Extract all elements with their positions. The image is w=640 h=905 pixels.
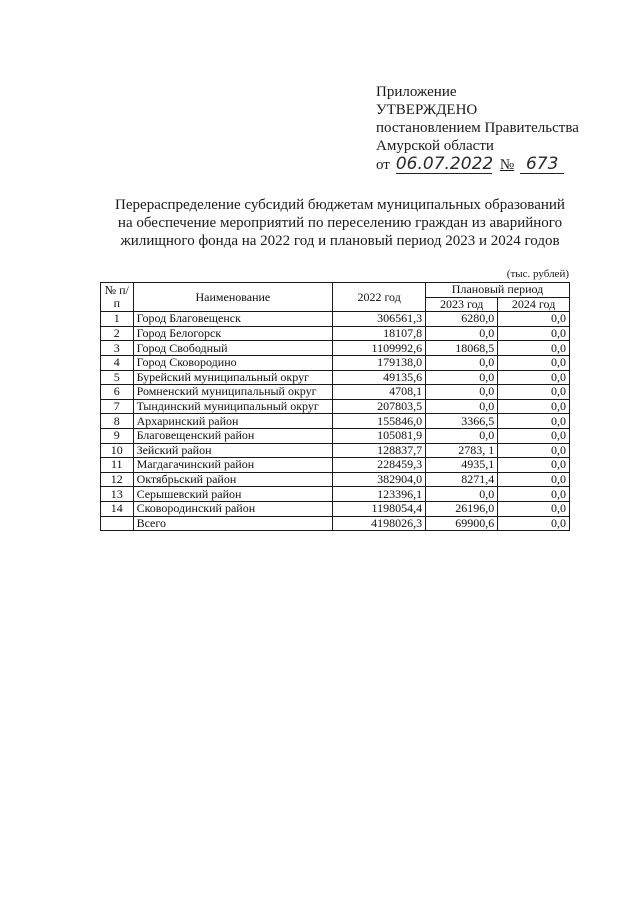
header-plan-period: Плановый период <box>426 283 570 298</box>
row-2022-cell: 207803,5 <box>333 399 426 414</box>
resolution-label: постановлением Правительства <box>376 120 579 136</box>
handwritten-number: 673 <box>520 155 564 174</box>
row-2022-cell: 105081,9 <box>333 428 426 443</box>
row-2022-cell: 128837,7 <box>333 443 426 458</box>
row-2024-cell: 0,0 <box>498 472 570 487</box>
table-row <box>101 370 570 385</box>
table-row <box>101 355 570 370</box>
row-2022-cell: 18107,8 <box>333 326 426 341</box>
row-num-cell: 6 <box>101 385 134 400</box>
total-2023: 69900,6 <box>426 516 498 531</box>
row-2023-cell: 0,0 <box>426 385 498 400</box>
row-2023-cell: 6280,0 <box>426 312 498 327</box>
row-num-cell: 14 <box>101 501 134 516</box>
handwritten-date: 06.07.2022 <box>395 154 494 174</box>
row-name-cell: Тындинский муниципальный округ <box>133 399 333 414</box>
subsidy-table <box>100 282 570 531</box>
row-2023-cell: 18068,5 <box>426 341 498 356</box>
row-name-cell: Город Белогорск <box>133 326 333 341</box>
row-num-cell: 12 <box>101 472 134 487</box>
row-2022-cell: 4708,1 <box>333 385 426 400</box>
header-2024: 2024 год <box>498 297 570 312</box>
row-name-cell: Город Благовещенск <box>133 312 333 327</box>
row-num-cell: 11 <box>101 458 134 473</box>
row-num-cell: 13 <box>101 487 134 502</box>
row-2023-cell: 8271,4 <box>426 472 498 487</box>
table-row <box>101 399 570 414</box>
table-row <box>101 312 570 327</box>
row-name-cell: Бурейский муниципальный округ <box>133 370 333 385</box>
row-num-cell: 4 <box>101 355 134 370</box>
row-num-cell: 1 <box>101 312 134 327</box>
header-2022: 2022 год <box>333 283 426 312</box>
date-prefix: от <box>376 157 390 173</box>
table-row <box>101 443 570 458</box>
row-2022-cell: 1109992,6 <box>333 341 426 356</box>
row-2022-cell: 228459,3 <box>333 458 426 473</box>
units-label: (тыс. рублей) <box>506 268 569 280</box>
row-num-cell: 3 <box>101 341 134 356</box>
row-name-cell: Сковородинский район <box>133 501 333 516</box>
row-num-cell: 9 <box>101 428 134 443</box>
total-2024: 0,0 <box>498 516 570 531</box>
row-2022-cell: 155846,0 <box>333 414 426 429</box>
row-2023-cell: 0,0 <box>426 428 498 443</box>
total-2022: 4198026,3 <box>333 516 426 531</box>
row-2024-cell: 0,0 <box>498 443 570 458</box>
row-num-cell: 8 <box>101 414 134 429</box>
row-num-cell: 7 <box>101 399 134 414</box>
row-2022-cell: 49135,6 <box>333 370 426 385</box>
row-2024-cell: 0,0 <box>498 414 570 429</box>
row-2024-cell: 0,0 <box>498 312 570 327</box>
row-name-cell: Город Свободный <box>133 341 333 356</box>
row-name-cell: Зейский район <box>133 443 333 458</box>
approval-block <box>376 83 579 174</box>
date-number-line <box>376 155 579 174</box>
table-row <box>101 414 570 429</box>
region-label: Амурской области <box>376 138 494 154</box>
row-2024-cell: 0,0 <box>498 341 570 356</box>
row-2023-cell: 2783, 1 <box>426 443 498 458</box>
header-name: Наименование <box>133 283 333 312</box>
total-num-cell <box>101 516 134 531</box>
row-2023-cell: 26196,0 <box>426 501 498 516</box>
row-2024-cell: 0,0 <box>498 399 570 414</box>
table-row <box>101 428 570 443</box>
row-num-cell: 5 <box>101 370 134 385</box>
row-2024-cell: 0,0 <box>498 428 570 443</box>
row-2023-cell: 0,0 <box>426 399 498 414</box>
table-row <box>101 458 570 473</box>
row-2023-cell: 0,0 <box>426 487 498 502</box>
row-2024-cell: 0,0 <box>498 326 570 341</box>
row-2023-cell: 0,0 <box>426 370 498 385</box>
document-title: Перераспределение субсидий бюджетам муниципальных образований на обеспечение мероприятий по переселению граждан из аварийного жилищного фонда на 2022 год и плановый период 2023 и 2024 годов <box>115 197 565 249</box>
row-2022-cell: 123396,1 <box>333 487 426 502</box>
row-name-cell: Город Сковородино <box>133 355 333 370</box>
row-name-cell: Серышевский район <box>133 487 333 502</box>
row-name-cell: Ромненский муниципальный округ <box>133 385 333 400</box>
row-2024-cell: 0,0 <box>498 385 570 400</box>
row-2023-cell: 3366,5 <box>426 414 498 429</box>
row-2024-cell: 0,0 <box>498 501 570 516</box>
table-row <box>101 385 570 400</box>
row-2023-cell: 0,0 <box>426 355 498 370</box>
row-2024-cell: 0,0 <box>498 355 570 370</box>
row-2022-cell: 382904,0 <box>333 472 426 487</box>
row-2024-cell: 0,0 <box>498 458 570 473</box>
row-2022-cell: 1198054,4 <box>333 501 426 516</box>
table-body <box>101 312 570 516</box>
table-row <box>101 501 570 516</box>
table-row <box>101 472 570 487</box>
number-label: № <box>499 157 515 173</box>
table-row <box>101 487 570 502</box>
row-2022-cell: 306561,3 <box>333 312 426 327</box>
row-name-cell: Октябрьский район <box>133 472 333 487</box>
approved-label: УТВЕРЖДЕНО <box>376 102 478 118</box>
row-num-cell: 2 <box>101 326 134 341</box>
row-2023-cell: 4935,1 <box>426 458 498 473</box>
row-2023-cell: 0,0 <box>426 326 498 341</box>
row-2022-cell: 179138,0 <box>333 355 426 370</box>
total-label: Всего <box>133 516 333 531</box>
table-header-row <box>101 283 570 298</box>
header-2023: 2023 год <box>426 297 498 312</box>
table-row <box>101 341 570 356</box>
row-2024-cell: 0,0 <box>498 487 570 502</box>
row-name-cell: Магдагачинский район <box>133 458 333 473</box>
total-row <box>101 516 570 531</box>
appendix-label: Приложение <box>376 84 457 100</box>
row-2024-cell: 0,0 <box>498 370 570 385</box>
header-num: № п/п <box>101 283 134 312</box>
row-num-cell: 10 <box>101 443 134 458</box>
row-name-cell: Благовещенский район <box>133 428 333 443</box>
row-name-cell: Архаринский район <box>133 414 333 429</box>
table-row <box>101 326 570 341</box>
